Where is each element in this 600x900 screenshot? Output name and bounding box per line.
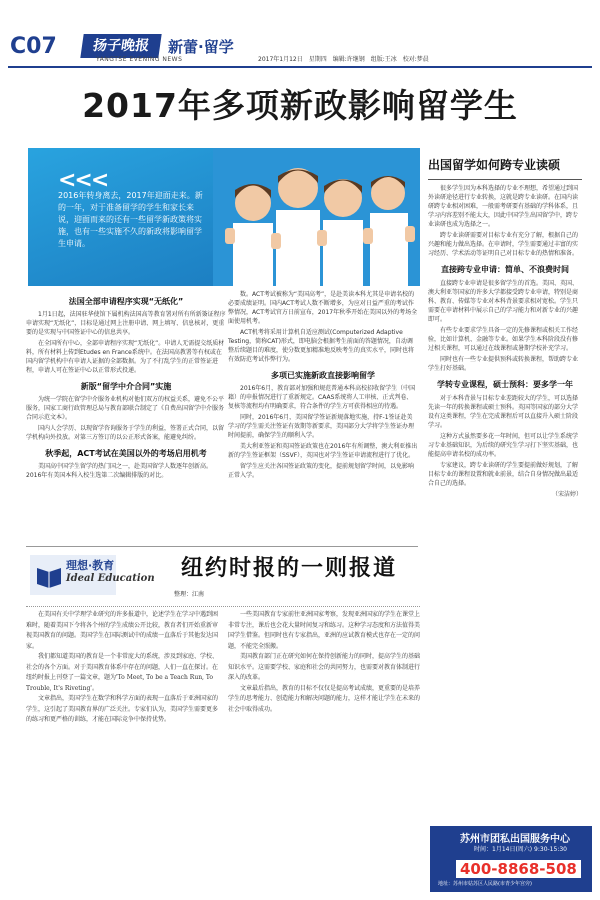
paragraph: 国内人会学历、以现留学咨询服务于学生的利益，签署正式合同，以留学机构向外投放。对第三方签订的以公正形式备案，能避免纠纷。 — [26, 425, 225, 441]
left-column — [26, 290, 226, 482]
paragraph: 数。ACT考试被称为“美国高考”，是赴美读本科尤其是申请名校的必要成绩证明。国内ACT考试人数不断增多，为应对日益严重的考试作弊情况，ACT考试官方日前宣布，2017年秋季开始在美国以外的考场全面使用机考。 — [228, 291, 418, 325]
paragraph: 有些专业要求学生具备一定的先修课程或相关工作经验，比如计算机、金融等专业。如果学生本科阶段没有修过相关课程，可以通过在线课程或暑期学校补充学习。 — [428, 327, 579, 352]
students-thumbs-up-photo — [213, 148, 420, 286]
story-headline: 纽约时报的一则报道 — [181, 556, 398, 581]
newspaper-logo-english: YANGTSE EVENING NEWS — [96, 56, 183, 63]
subhead-act-computer: 秋季起，ACT考试在美国以外的考场启用机考 — [45, 449, 207, 458]
subhead-direct-apply: 直接跨专业申请：简单、不浪费时间 — [441, 265, 569, 274]
banner-column-title: 理想·教育 — [66, 559, 115, 572]
ad-time: 时间：1月14日(周六) 9:30-15:30 — [474, 846, 567, 853]
subhead-paperless: 法国全部申请程序实现“无纸化” — [68, 297, 184, 306]
author-credit: （宋洁婷） — [551, 491, 582, 498]
story-byline: 整理：江南 — [174, 591, 205, 598]
sidebar-title: 出国留学如何跨专业读硕 — [428, 158, 561, 172]
paragraph: 直接跨专业申请是很多留学生的首选。美国、英国、澳大利亚等国家的许多大学都接受跨专业申请，特别是商科、教育、传媒等专业对本科背景要求相对宽松。学生只需要在申请材料中展示自己的学习能力和对新专业的兴趣即可。 — [428, 280, 579, 323]
paragraph: 2016年6月，教育部对加强和规范普通本科高校招收留学生（中国籍）的申报情况进行了重新规定。CAAS系统将人工审核、正式判卷、复核等流程均有明确要求，符合条件的学生方可获得相应的待遇。 — [228, 385, 416, 410]
page-headline: 2017年多项新政影响留学生 — [82, 86, 518, 125]
middle-column — [228, 290, 418, 482]
paragraph: 在美国有关中学理学业研究的许多报道中，论述学生在学习中遇到困难时，随着美国下令将各个州的学生成绩公开比较，教育者们开始重新审视美国教育的问题。美国学生在国际测试中的成绩一直落后于其他发达国家。 — [26, 611, 219, 650]
paragraph: 在全国所有中心，全部申请程序实现“无纸化”。申请人无需提交纸质材料，所有材料上传到Etudes en France系统中。在法国高教署等有权或在国内留学机构中有申请人证据的全部数据。为了不打乱学生的正常签证进程，申请人可在签证中心以正常形式投递。 — [26, 340, 225, 374]
paragraph: 对于本科背景与目标专业差距较大的学生，可以选择先读一年的转换课程或硕士预科。英国等国家的部分大学设有这类课程，学生在完成课程后可以直接升入硕士阶段学习。 — [428, 395, 579, 429]
paragraph: 为统一学院在留学中介服务业机构对他们双方的权益关系，避免不公平服务，国家工商行政管理总局与教育部联合制定了《自费出国留学中介服务合同示范文本》。 — [26, 396, 225, 421]
masthead — [0, 0, 600, 70]
paragraph: 同时，2016年6月，美国留学签证新规落地实施，持F-1签证赴美学习的学生需关注签证有效期等新要求，美国部分大学将学生签证办理时间提前，确保学生的顺利入学。 — [228, 414, 415, 439]
paragraph: 很多学生因为本科选择的专业不理想，希望通过到国外读研途径进行专业转换，这就是跨专业读研。在国内读研跨专业相对困难，一般需考研要有基础的学科体系，且学习内容差别不能太大，因此中国学生出国留学中，跨专业读研也成为选择之一。 — [428, 185, 579, 228]
paragraph: 一些美国教育专家前往亚洲国家考察，发现亚洲国家的学生在课堂上非常专注，课后也会花大量时间复习和练习。这种学习态度和方法值得美国学生借鉴。但同时也有专家指出，亚洲的应试教育模式也存在一定的问题，不能完全照搬。 — [228, 611, 421, 650]
issue-meta: 2017年1月12日 星期四 编辑:许继钢 组版:王冰 校对:梦晨 — [258, 56, 429, 63]
paragraph: 同时也有一些专业提供预科或转换课程，帮助跨专业学生打好基础。 — [428, 356, 579, 372]
hero-intro-text: 2016年转身离去，2017年迎面走来。新的一年，对于准备留学的学生和家长来说，迎面而来的还有一些留学新政策将实施，也有一些实施不久的新政将影响留学生申请。 — [58, 191, 203, 248]
advertisement — [430, 826, 592, 892]
paragraph: 美国教育部门正在研究如何在保持创新能力的同时，提高学生的基础知识水平。这需要学校、家庭和社会的共同努力，也需要对教育体制进行深入的改革。 — [228, 653, 421, 681]
ad-phone: 400-8868-508 — [456, 860, 581, 878]
paragraph: 美国高中国学生留学的热门国之一，赴美国留学人数逐年创新高。2016年有美国本科入校生选第二次编辑排版的对比。 — [26, 463, 213, 479]
subhead-foundation: 学转专业课程，硕士预科：要多学一年 — [437, 380, 573, 389]
paragraph: 1月1日起，法国驻华使馆下属机构法国高等教育署对所有所新簽证程序申请实现“无纸化”，目标是通过网上注册申请、网上填写、信息核对，更重要的是实现与中国签证中心的信息共享。 — [26, 311, 226, 336]
nyt-story-body — [26, 610, 420, 892]
newspaper-logo: 扬子晚报 — [80, 34, 161, 58]
paragraph: 这种方式虽然要多花一年时间，但可以让学生系统学习专业基础知识，为后续的研究生学习打下坚实基础，也能提高申请名校的成功率。 — [428, 433, 579, 458]
masthead-rule — [8, 66, 592, 68]
paragraph: ACT机考将采用计算机自适应测试(Computerized Adaptive Testing，简称CAT)形式，即电脑会根据考生前面的答题情况，自动调整后续题目的难度，使分数更加精准地反映考生的真实水平，同时也将有效防范考试作弊行为。 — [228, 329, 415, 363]
sidebar-rule — [428, 179, 582, 180]
ideal-education-banner — [26, 546, 418, 600]
paragraph: 美大利亚签证和英国签证政策也在2016年有所调整，澳大利亚推出新的学生签证框架（SSVF），英国也对学生签证申请流程进行了优化。 — [228, 443, 418, 459]
subhead-agency-contract: 新版“留学中介合同”实施 — [80, 382, 172, 391]
paragraph: 专家建议，跨专业读研的学生要提前做好规划，了解目标专业的课程设置和就业前景，结合自身情况做出最适合自己的选择。 — [428, 462, 579, 487]
book-icon — [34, 560, 64, 590]
right-column — [420, 148, 590, 778]
paragraph: 我们都知道美国的教育是一个非常庞大的系统，涉及到家庭、学校、社会的各个方面。对于美国教育体系中存在的问题，人们一直在探讨。在纽约时报上刊登了一篇文章，题为'To Meet, To be a Teach Run, To Trouble, It's Riveting'。 — [26, 653, 219, 692]
paragraph: 文章指出，美国学生在数学和科学方面的表现一直落后于亚洲国家的学生，这引起了美国教育界的广泛关注。专家们认为，美国学生需要更多的练习和更严格的训练，才能在国际竞争中保持优势。 — [26, 695, 219, 723]
subhead-new-policies: 多项已实施新政直接影响留学 — [271, 371, 375, 380]
hero-quote-mark: <<< — [58, 168, 108, 193]
ad-organization: 苏州市团私出国服务中心 — [460, 834, 570, 845]
paragraph: 留学生应关注各国签证政策的变化，提前规划留学时间，以免影响正常入学。 — [228, 463, 415, 479]
divider — [26, 606, 420, 607]
page-number: C07 — [10, 34, 57, 59]
paragraph: 文章最后指出，教育的目标不仅仅是提高考试成绩，更重要的是培养学生的思考能力、创造能力和解决问题的能力，这样才能让学生在未来的社会中取得成功。 — [228, 684, 421, 713]
section-title: 新蕾·留学 — [168, 38, 234, 56]
ad-address: 地址：苏州市姑苏区人民路(市青少年宫旁) — [438, 881, 532, 887]
banner-column-title-en: Ideal Education — [66, 573, 155, 584]
hero-banner — [28, 148, 420, 286]
paragraph: 跨专业读研需要对目标专业有充分了解，根据自己的兴趣和能力做出选择。在申请时，学生需要通过丰富的实习经历、学术活动等证明自己对目标专业的热情和准备。 — [428, 232, 579, 257]
